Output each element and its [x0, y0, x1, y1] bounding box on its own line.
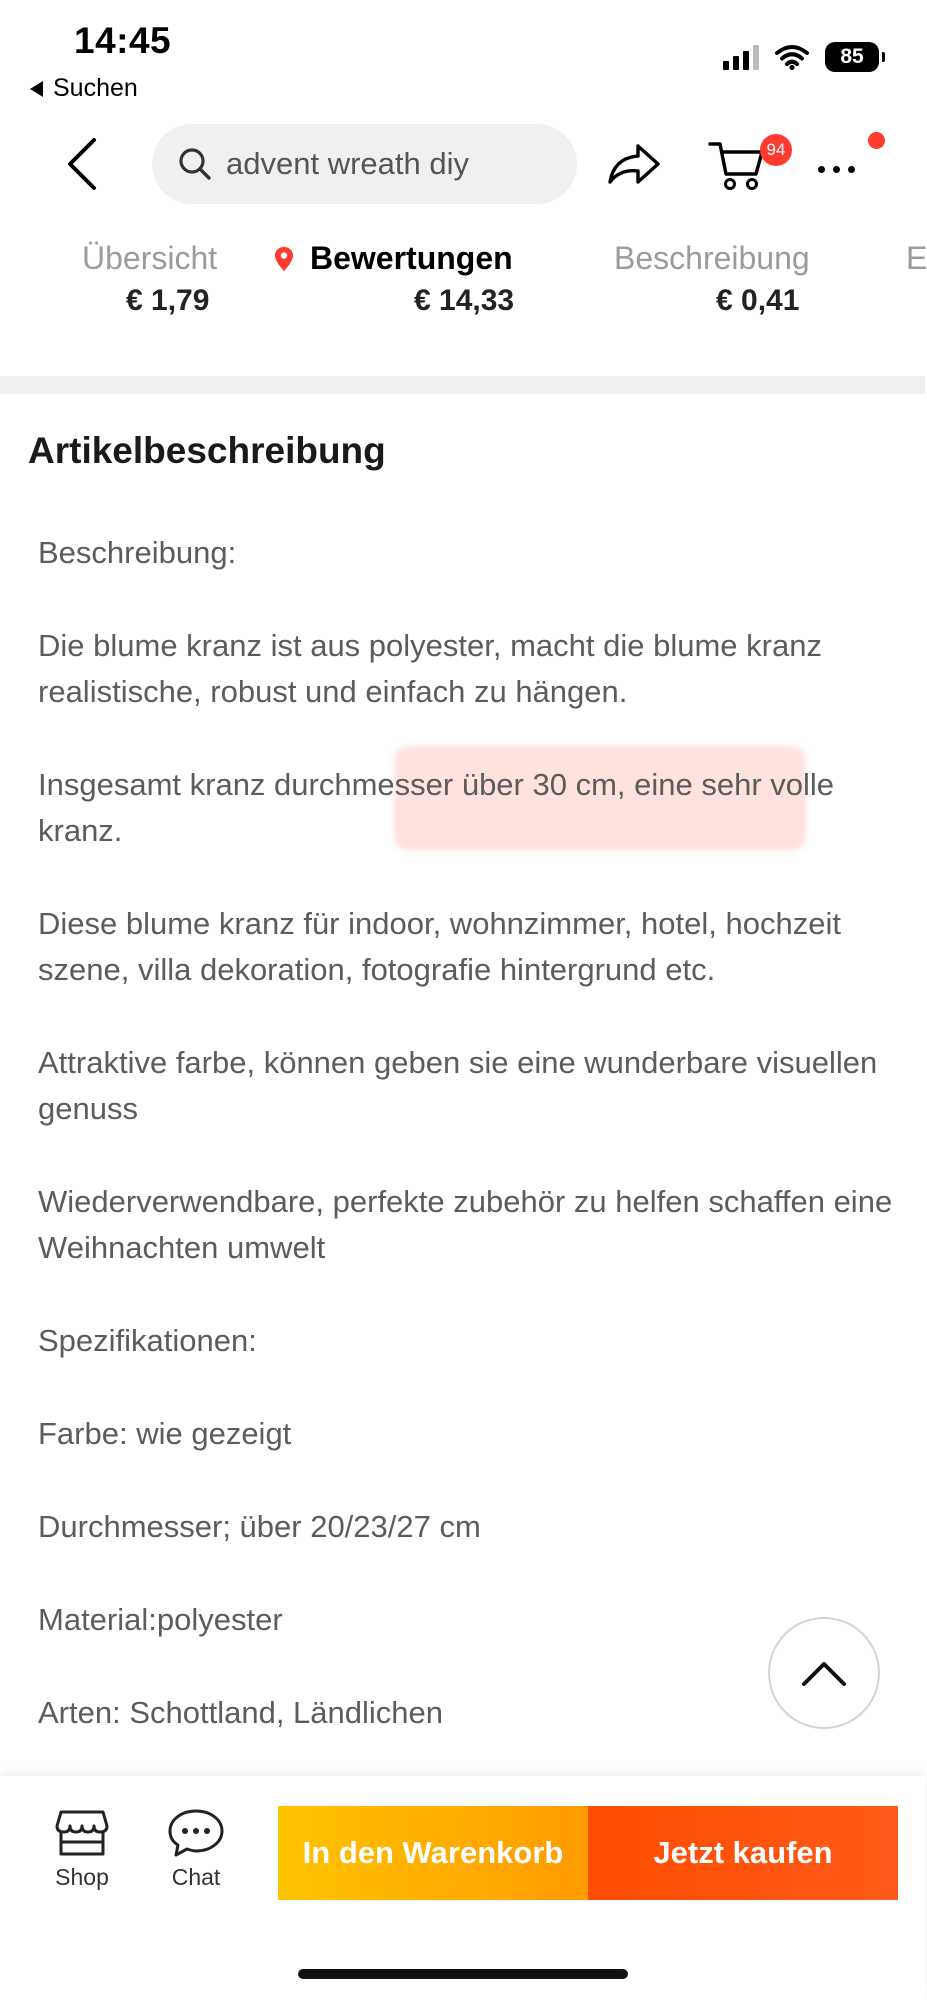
price-item[interactable]: € 1,79 — [126, 284, 210, 317]
price-row — [0, 284, 925, 332]
price-item[interactable]: € 0,41 — [716, 284, 800, 317]
tab-more[interactable]: E — [906, 240, 927, 276]
description-paragraph: Material:polyester — [38, 1602, 283, 1637]
status-icons — [723, 42, 879, 72]
home-indicator[interactable] — [298, 1969, 628, 1979]
product-tabs — [0, 240, 925, 290]
chat-label: Chat — [171, 1864, 221, 1890]
back-app-label: Suchen — [53, 74, 138, 102]
wifi-icon — [775, 44, 809, 70]
cart-button[interactable] — [708, 136, 768, 194]
notification-dot — [868, 132, 885, 149]
signal-icon — [723, 44, 759, 70]
back-button[interactable] — [60, 136, 104, 192]
shop-button[interactable] — [42, 1808, 122, 1891]
price-item[interactable]: € 14,33 — [414, 284, 515, 317]
description-paragraph: Insgesamt kranz durchmesser über 30 cm, eine sehr volle kranz. — [38, 767, 835, 848]
description-paragraph: Diese blume kranz für indoor, wohnzimmer, hotel, hochzeit szene, villa dekoration, fotografie hintergrund etc. — [38, 906, 841, 987]
search-query: advent wreath diy — [226, 146, 469, 181]
description-paragraph: Farbe: wie gezeigt — [38, 1416, 292, 1451]
chat-icon — [167, 1808, 225, 1858]
buy-now-button[interactable]: Jetzt kaufen — [588, 1806, 898, 1900]
add-to-cart-button[interactable]: In den Warenkorb — [278, 1806, 588, 1900]
description-paragraph: Arten: Schottland, Ländlichen — [38, 1695, 443, 1730]
search-icon — [178, 147, 212, 181]
share-icon — [606, 138, 662, 190]
description-paragraph: Wiederverwendbare, perfekte zubehör zu helfen schaffen eine Weihnachten umwelt — [38, 1184, 893, 1265]
location-pin-icon — [274, 246, 294, 272]
back-triangle-icon — [30, 81, 43, 97]
scroll-to-top-button[interactable] — [768, 1617, 880, 1729]
description-paragraph: Attraktive farbe, können geben sie eine wunderbare visuellen genuss — [38, 1045, 878, 1126]
chevron-left-icon — [60, 136, 104, 192]
more-icon — [818, 166, 825, 173]
chevron-up-icon — [800, 1658, 848, 1688]
section-divider — [0, 376, 925, 394]
tab-reviews-label: Bewertungen — [310, 240, 513, 276]
status-bar — [0, 0, 925, 110]
tab-description[interactable]: Beschreibung — [614, 240, 810, 276]
tab-reviews[interactable] — [274, 240, 513, 277]
bottom-action-bar — [0, 1776, 925, 2000]
description-paragraph: Durchmesser; über 20/23/27 cm — [38, 1509, 481, 1544]
section-title: Artikelbeschreibung — [28, 430, 386, 471]
more-button[interactable] — [818, 154, 868, 184]
description-paragraph: Spezifikationen: — [38, 1323, 257, 1358]
search-input[interactable] — [152, 124, 577, 204]
description-text — [38, 530, 898, 1783]
chat-button[interactable] — [156, 1808, 236, 1891]
battery-indicator: 85 — [825, 42, 879, 72]
share-button[interactable] — [606, 138, 662, 190]
description-paragraph: Beschreibung: — [38, 535, 237, 570]
status-time: 14:45 — [74, 20, 172, 61]
cart-icon — [708, 136, 768, 194]
shop-label: Shop — [55, 1864, 109, 1890]
description-paragraph: Die blume kranz ist aus polyester, macht die blume kranz realistische, robust und einfach zu hängen. — [38, 628, 822, 709]
back-to-app-link[interactable] — [30, 74, 138, 103]
store-icon — [55, 1808, 109, 1858]
cart-count-badge: 94 — [760, 134, 792, 166]
top-header — [0, 118, 925, 208]
tab-overview[interactable]: Übersicht — [82, 240, 218, 276]
purchase-buttons — [278, 1806, 898, 1900]
